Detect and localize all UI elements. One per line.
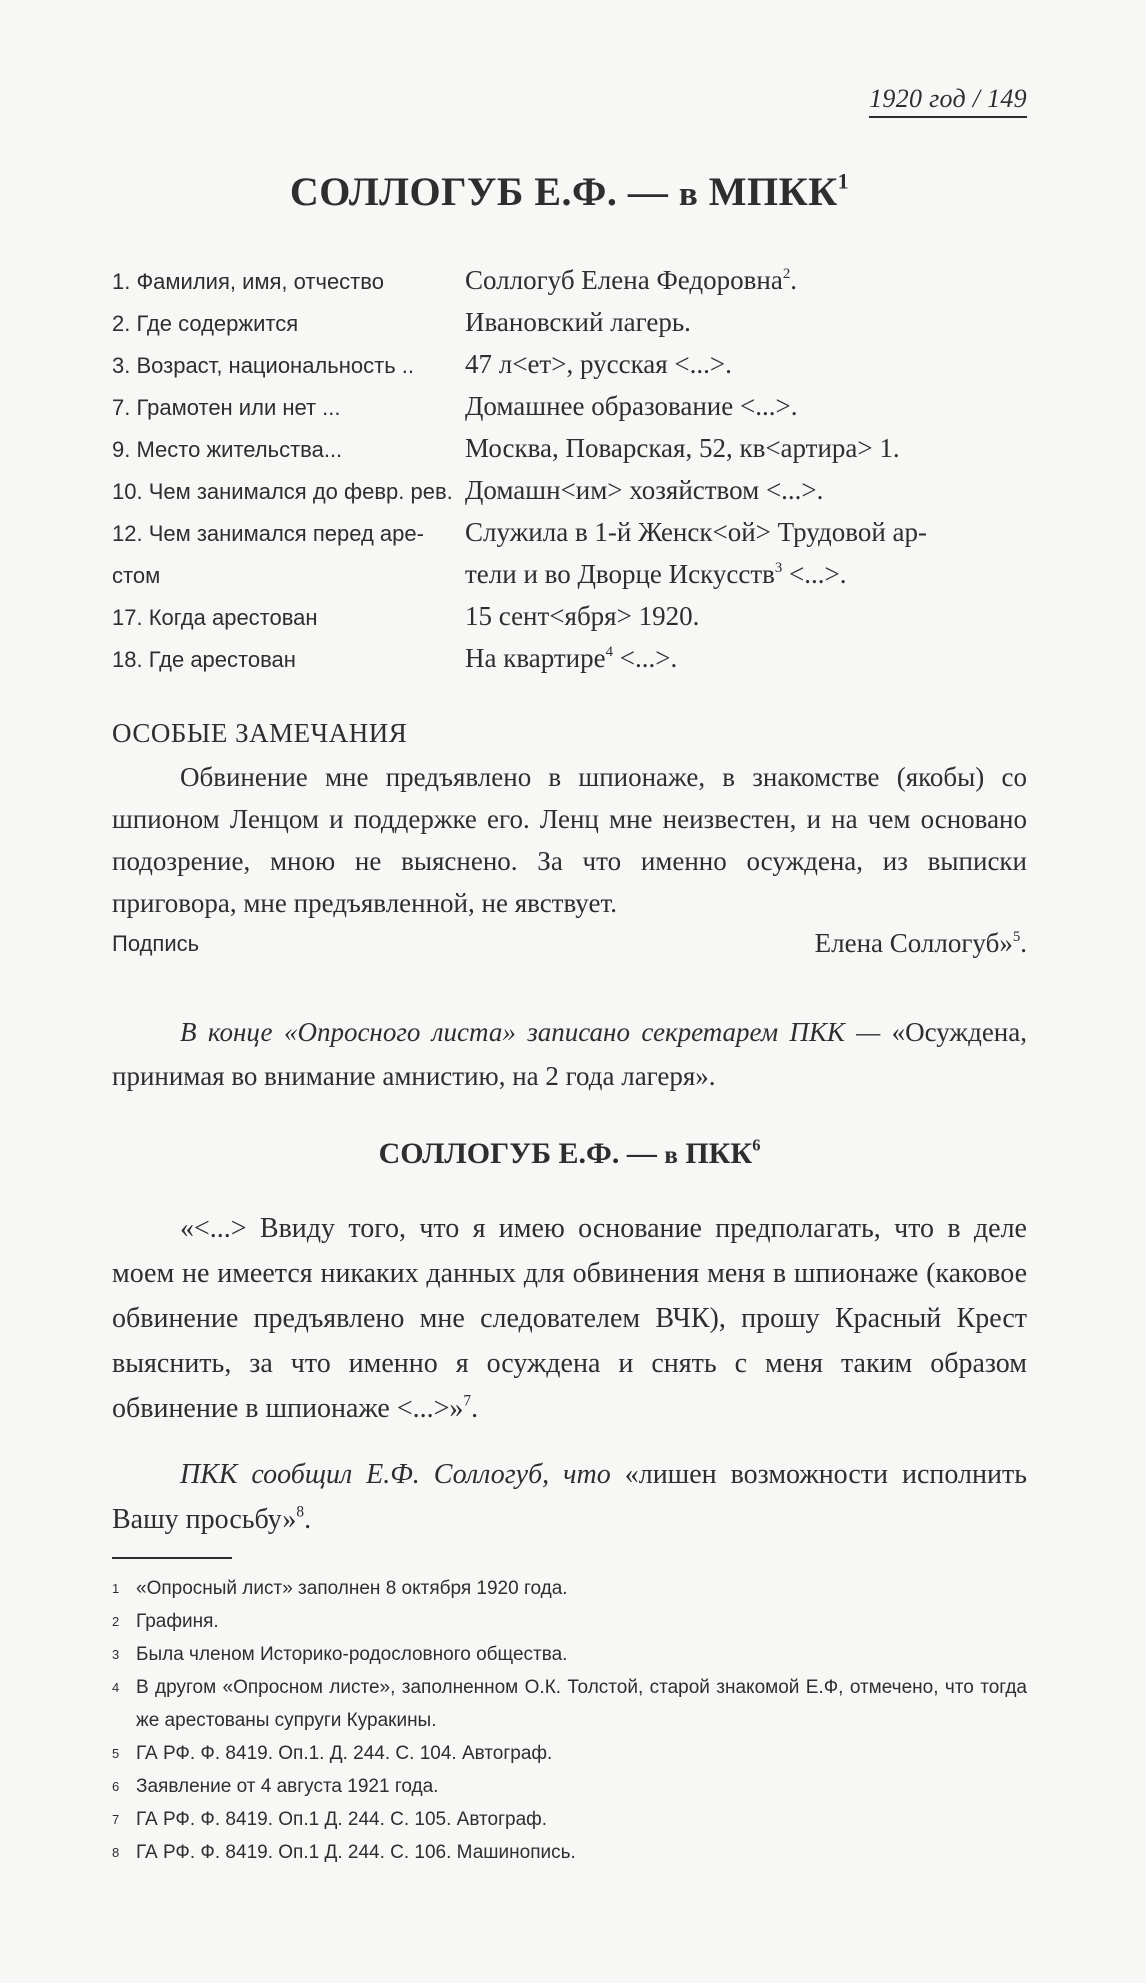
footnote-number: 1 [112, 1581, 120, 1596]
special-remarks-text: Обвинение мне предъявлено в шпионаже, в знакомстве (якобы) со шпионом Ленцом и поддержке его. Ленц мне неизвестен, и на чем основано подозрение, мною не выяснено. За что именно осуждена, из выписки приговора, мне предъявленной, не явствует. [112, 762, 1027, 918]
letter-text: «<...> Ввиду того, что я имею основание предполагать, что в деле моем не имеется никаких данных для обвинения меня в шпионаже (каковое обвинение предъявлено мне следователем ВЧК), прошу Красный Крест выяснить, за что именно я осуждена и снять с меня таким образом обвинение в шпионаже <...>»$^7$. [112, 1213, 1027, 1424]
questionnaire-row [112, 302, 1027, 344]
question: 1. Фамилия, имя, отчество [112, 269, 384, 294]
answer: Домашн<им> хозяйством <...>. [465, 475, 824, 505]
questionnaire-row [112, 428, 1027, 470]
signature-label: Подпись [112, 931, 200, 956]
footnote [112, 1803, 1027, 1836]
running-head-text: 1920 год / 149 [869, 84, 1027, 118]
footnote [112, 1770, 1027, 1803]
question: 17. Когда арестован [112, 605, 318, 630]
footnote [112, 1737, 1027, 1770]
answer: тели и во Дворце Искусств$^3$ <...>. [465, 559, 847, 589]
answer: Москва, Поварская, 52, кв<артира> 1. [465, 433, 900, 463]
questionnaire-row [112, 596, 1027, 638]
section-title-pkk [112, 1137, 1027, 1171]
footnote-text: В другом «Опросном листе», заполненном О.К. Толстой, старой знакомой Е.Ф, отмечено, что тогда же арестованы супруги Куракины. [136, 1677, 1027, 1731]
answer: Соллогуб Елена Федоровна$^2$. [465, 265, 797, 295]
footnote-text: «Опросный лист» заполнен 8 октября 1920 года. [136, 1578, 568, 1599]
editorial-quote: «Осуждена, принимая во внимание амнистию, на 2 года лагеря». [112, 1017, 1027, 1091]
answer: 47 л<ет>, русская <...>. [465, 349, 732, 379]
title2-org: ПКК [677, 1137, 753, 1170]
answer: На квартире$^4$ <...>. [465, 643, 678, 673]
footnote-number: 3 [112, 1647, 120, 1662]
question: 9. Место жительства... [112, 437, 343, 462]
reply-quote: «лишен возможности исполнить Вашу просьбу» [112, 1459, 1027, 1535]
footnotes [112, 1572, 1027, 1869]
title2-main: СОЛЛОГУБ Е.Ф. — [378, 1137, 665, 1170]
footnote-text: ГА РФ. Ф. 8419. Оп.1 Д. 244. С. 106. Машинопись. [136, 1842, 576, 1863]
question: 10. Чем занимался до февр. рев. [112, 479, 453, 504]
footnote [112, 1572, 1027, 1605]
questionnaire-row [112, 512, 1027, 554]
section-title-mpkk [112, 168, 1027, 215]
footnote [112, 1605, 1027, 1638]
signature-name: Елена Соллогуб»$^5$. [814, 928, 1027, 958]
editorial-note [112, 1010, 1027, 1098]
footnote [112, 1638, 1027, 1671]
footnote-ref: 8 [296, 1503, 305, 1521]
footnote-ref: 5 [1012, 928, 1021, 945]
questionnaire [112, 260, 1027, 680]
title2-preposition: в [664, 1142, 678, 1169]
questionnaire-row [112, 470, 1027, 512]
editorial-italic: В конце «Опросного листа» записано секретарем ПКК — [180, 1017, 892, 1047]
questionnaire-row [112, 386, 1027, 428]
footnote-ref: 4 [605, 643, 614, 660]
footnote-number: 7 [112, 1812, 120, 1827]
footnote-number: 2 [112, 1614, 120, 1629]
reply-italic: ПКК сообщил Е.Ф. Соллогуб, что [180, 1459, 625, 1490]
footnote-text: Заявление от 4 августа 1921 года. [136, 1776, 439, 1797]
answer: Ивановский лагерь. [465, 307, 691, 337]
footnote-number: 8 [112, 1845, 120, 1860]
answer: Служила в 1-й Женск<ой> Трудовой ар- [465, 517, 928, 547]
footnote-divider [112, 1557, 232, 1559]
questionnaire-row [112, 638, 1027, 680]
question: 2. Где содержится [112, 311, 299, 336]
title1-main: СОЛЛОГУБ Е.Ф. — [289, 169, 679, 214]
running-head [112, 84, 1027, 114]
title1-org: МПКК [698, 169, 838, 214]
question: стом [112, 563, 161, 588]
footnote-ref: 7 [463, 1392, 472, 1410]
footnote-number: 4 [112, 1680, 120, 1695]
reply-text: ПКК сообщил Е.Ф. Соллогуб, что «лишен возможности исполнить Вашу просьбу»$^8$. [112, 1459, 1027, 1535]
footnote-number: 5 [112, 1746, 120, 1761]
footnote-number: 6 [112, 1779, 120, 1794]
footnote [112, 1671, 1027, 1737]
title2-footnote-ref: 6 [752, 1135, 761, 1155]
questionnaire-row [112, 260, 1027, 302]
footnote-text: ГА РФ. Ф. 8419. Оп.1 Д. 244. С. 105. Автограф. [136, 1809, 548, 1830]
footnote-ref: 2 [782, 265, 791, 282]
question: 7. Грамотен или нет ... [112, 395, 341, 420]
footnote-text: Графиня. [136, 1611, 219, 1632]
footnote-text: Была членом Историко-родословного общества. [136, 1644, 568, 1665]
questionnaire-row [112, 344, 1027, 386]
footnote-ref: 3 [774, 559, 783, 576]
title1-preposition: в [678, 174, 699, 213]
special-remarks-heading: ОСОБЫЕ ЗАМЕЧАНИЯ [112, 718, 408, 748]
answer: Домашнее образование <...>. [465, 391, 798, 421]
title1-footnote-ref: 1 [837, 168, 850, 194]
question: 18. Где арестован [112, 647, 296, 672]
footnote-text: ГА РФ. Ф. 8419. Оп.1. Д. 244. С. 104. Автограф. [136, 1743, 553, 1764]
question: 3. Возраст, национальность .. [112, 353, 414, 378]
question: 12. Чем занимался перед аре- [112, 521, 424, 546]
footnote [112, 1836, 1027, 1869]
questionnaire-row [112, 554, 1027, 596]
answer: 15 сент<ября> 1920. [465, 601, 700, 631]
